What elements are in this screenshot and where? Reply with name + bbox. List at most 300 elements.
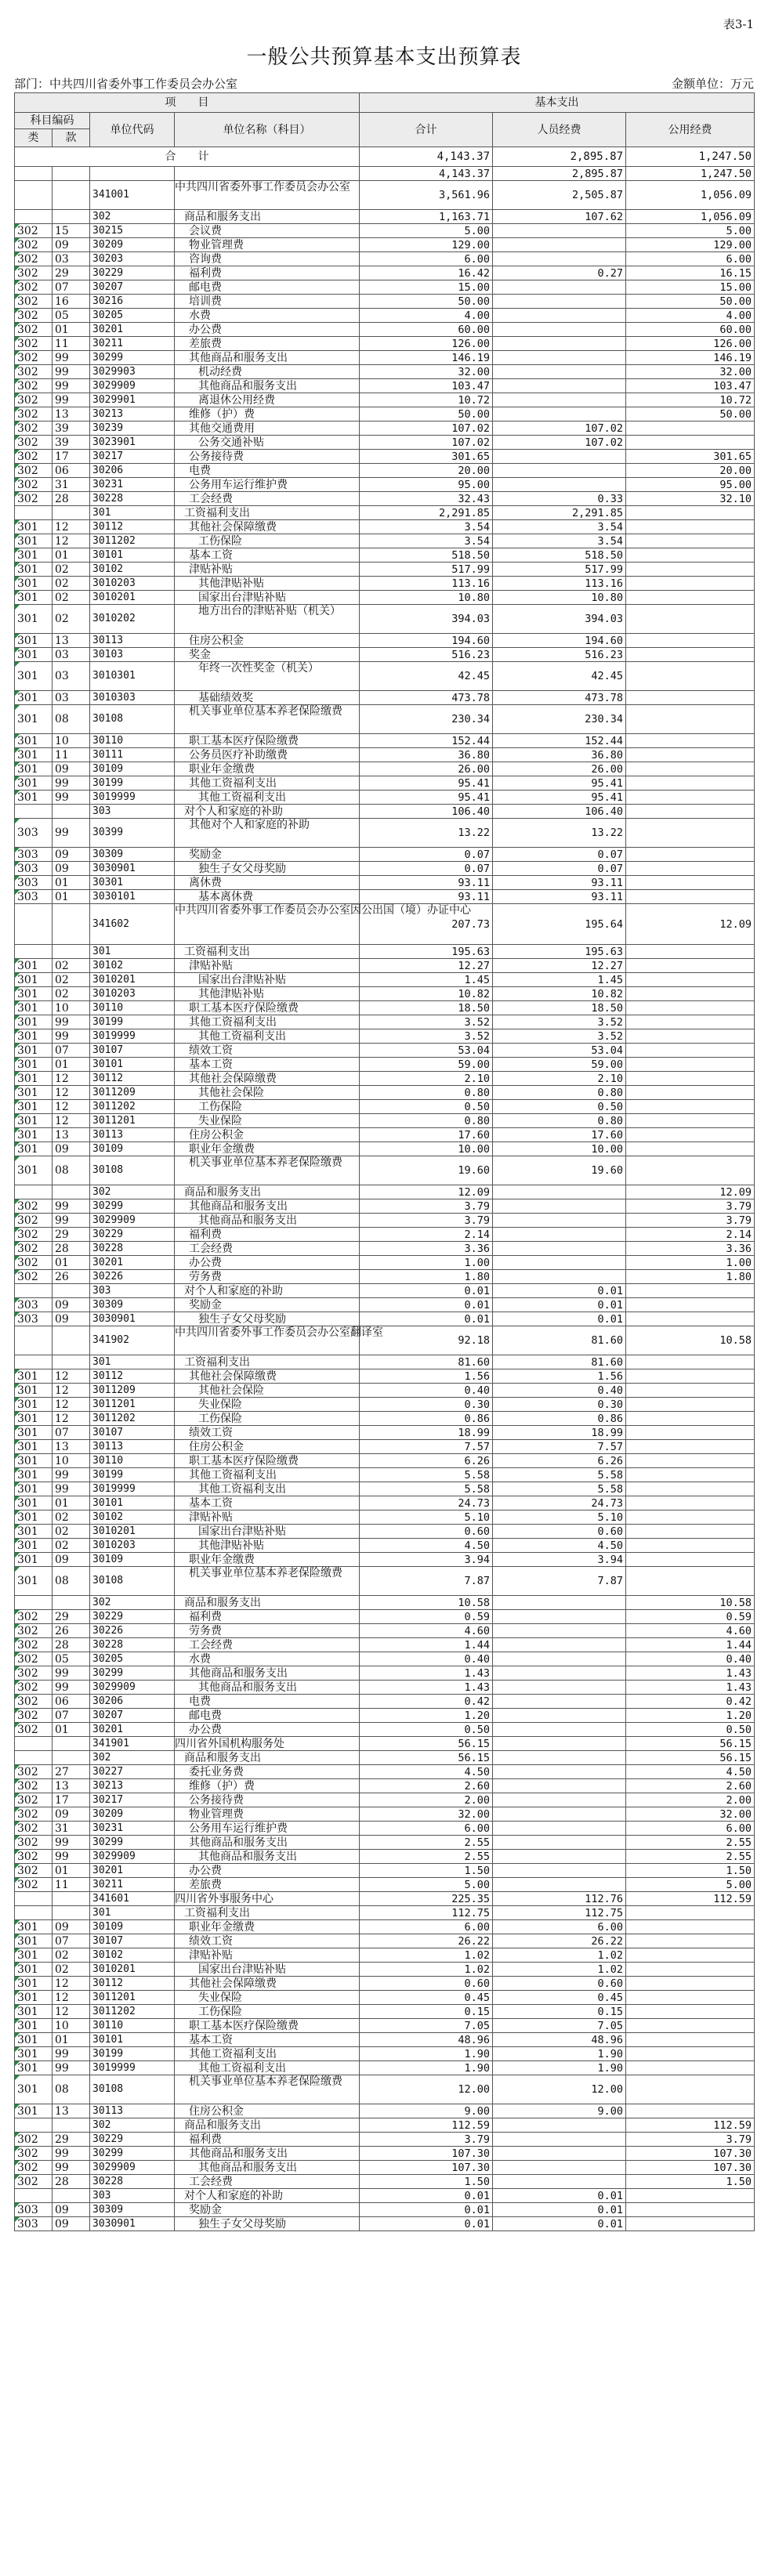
- unit-name: 邮电费: [175, 1709, 360, 1723]
- table-row: [15, 748, 755, 762]
- subject-section: [53, 805, 90, 819]
- personnel-cell: 18.99: [493, 1426, 626, 1440]
- unit-name: 其他工资福利支出: [175, 1482, 360, 1496]
- subject-section: [53, 945, 90, 959]
- subject-class: 301: [15, 1440, 53, 1454]
- subject-section: 11: [53, 1878, 90, 1892]
- table-row: [15, 1906, 755, 1920]
- subject-class: 302: [15, 365, 53, 379]
- unit-code: 30213: [90, 1779, 175, 1793]
- unit-name: 独生子女父母奖励: [175, 2217, 360, 2231]
- subject-section: 31: [53, 478, 90, 492]
- unit-code: 30299: [90, 1836, 175, 1850]
- total-cell: 1,163.71: [360, 210, 493, 224]
- table-row: [15, 591, 755, 605]
- personnel-cell: [493, 1765, 626, 1779]
- public-cell: [626, 1991, 755, 2005]
- subject-class: 301: [15, 776, 53, 791]
- subject-section: 03: [53, 662, 90, 691]
- total-cell: 473.78: [360, 691, 493, 705]
- unit-name: 工资福利支出: [175, 945, 360, 959]
- table-row: [15, 662, 755, 691]
- personnel-cell: [493, 1610, 626, 1624]
- unit-code: 3029909: [90, 1681, 175, 1695]
- personnel-cell: [493, 2147, 626, 2161]
- personnel-cell: 518.50: [493, 548, 626, 563]
- public-cell: 3.36: [626, 1242, 755, 1256]
- unit-code: 30199: [90, 776, 175, 791]
- subject-class: 301: [15, 662, 53, 691]
- public-cell: [626, 945, 755, 959]
- unit-name: 其他商品和服务支出: [175, 2147, 360, 2161]
- cell-marker-icon: [15, 987, 20, 992]
- subject-section: 13: [53, 1128, 90, 1142]
- subject-section: 28: [53, 1242, 90, 1256]
- subject-section: 99: [53, 1850, 90, 1864]
- public-cell: [626, 1044, 755, 1058]
- unit-code: 30109: [90, 762, 175, 776]
- table-row: [15, 805, 755, 819]
- unit-name: 其他商品和服务支出: [175, 1836, 360, 1850]
- public-cell: 1.50: [626, 1864, 755, 1878]
- total-cell: 0.40: [360, 1652, 493, 1666]
- total-cell: 95.00: [360, 478, 493, 492]
- personnel-cell: 1.02: [493, 1948, 626, 1963]
- subject-class: 302: [15, 224, 53, 238]
- unit-code: 30299: [90, 1199, 175, 1214]
- unit-name: 其他社会保险: [175, 1086, 360, 1100]
- subject-section: 28: [53, 492, 90, 506]
- table-row: [15, 238, 755, 252]
- unit-name: 机关事业单位基本养老保险缴费: [175, 2075, 360, 2104]
- total-cell: 13.22: [360, 819, 493, 848]
- subject-class: 302: [15, 323, 53, 337]
- unit-code: 3029909: [90, 1214, 175, 1228]
- personnel-cell: [493, 252, 626, 266]
- cell-marker-icon: [15, 1850, 20, 1854]
- total-cell: 112.59: [360, 2118, 493, 2133]
- public-cell: [626, 1015, 755, 1029]
- unit-code: 3029909: [90, 2161, 175, 2175]
- unit-code: 30399: [90, 819, 175, 848]
- subject-class: 303: [15, 1298, 53, 1312]
- total-cell: 1.45: [360, 973, 493, 987]
- unit-name: 其他商品和服务支出: [175, 1681, 360, 1695]
- header-unit-code: 单位代码: [90, 113, 175, 147]
- personnel-cell: 10.82: [493, 987, 626, 1001]
- personnel-cell: [493, 1793, 626, 1807]
- unit-code: 30113: [90, 1128, 175, 1142]
- subject-class: 302: [15, 252, 53, 266]
- total-cell: 517.99: [360, 563, 493, 577]
- public-cell: 1.20: [626, 1709, 755, 1723]
- total-cell: 12.27: [360, 959, 493, 973]
- cell-marker-icon: [15, 1242, 20, 1246]
- unit-code: 30229: [90, 2133, 175, 2147]
- personnel-cell: 195.63: [493, 945, 626, 959]
- subject-section: 99: [53, 379, 90, 393]
- subject-class: 301: [15, 563, 53, 577]
- unit-name: 国家出台津贴补贴: [175, 591, 360, 605]
- total-cell: 107.02: [360, 436, 493, 450]
- subject-class: 302: [15, 492, 53, 506]
- unit-code: 302: [90, 1596, 175, 1610]
- table-row: [15, 1567, 755, 1596]
- unit-name: [175, 167, 360, 181]
- unit-code: 30112: [90, 1369, 175, 1384]
- personnel-cell: 0.07: [493, 862, 626, 876]
- unit-name: 其他工资福利支出: [175, 1029, 360, 1044]
- subject-section: [53, 1737, 90, 1751]
- unit-code: 30107: [90, 1044, 175, 1058]
- subject-class: 301: [15, 1511, 53, 1525]
- total-cell: 7.87: [360, 1567, 493, 1596]
- subject-section: [53, 2189, 90, 2203]
- subject-section: 01: [53, 1864, 90, 1878]
- personnel-cell: 4.50: [493, 1539, 626, 1553]
- unit-code: 30113: [90, 1440, 175, 1454]
- personnel-cell: 1.45: [493, 973, 626, 987]
- subject-section: 02: [53, 1511, 90, 1525]
- public-cell: [626, 1412, 755, 1426]
- table-row: [15, 1892, 755, 1906]
- personnel-cell: 0.30: [493, 1398, 626, 1412]
- unit-code: 3010202: [90, 605, 175, 634]
- subject-class: 301: [15, 1015, 53, 1029]
- cell-marker-icon: [15, 323, 20, 327]
- subject-class: 302: [15, 1836, 53, 1850]
- personnel-cell: 230.34: [493, 705, 626, 734]
- table-row: [15, 1398, 755, 1412]
- cell-marker-icon: [15, 2104, 20, 2109]
- personnel-cell: 1.56: [493, 1369, 626, 1384]
- table-row: [15, 705, 755, 734]
- unit-code: 3029903: [90, 365, 175, 379]
- subject-section: 08: [53, 2075, 90, 2104]
- personnel-cell: 24.73: [493, 1496, 626, 1511]
- public-cell: [626, 506, 755, 520]
- total-cell: 2.55: [360, 1836, 493, 1850]
- public-cell: 1,056.09: [626, 181, 755, 210]
- total-cell: 301.65: [360, 450, 493, 464]
- subject-class: 302: [15, 1652, 53, 1666]
- unit-name: 其他商品和服务支出: [175, 1199, 360, 1214]
- cell-marker-icon: [15, 1920, 20, 1925]
- cell-marker-icon: [15, 266, 20, 271]
- public-cell: 4.60: [626, 1624, 755, 1638]
- unit-name: 工资福利支出: [175, 506, 360, 520]
- cell-marker-icon: [15, 1100, 20, 1105]
- total-cell: 50.00: [360, 407, 493, 421]
- public-cell: [626, 1553, 755, 1567]
- total-cell: 146.19: [360, 351, 493, 365]
- personnel-cell: [493, 351, 626, 365]
- unit-name: 电费: [175, 464, 360, 478]
- subject-class: [15, 1326, 53, 1355]
- table-row: [15, 393, 755, 407]
- subject-class: 301: [15, 1100, 53, 1114]
- table-row: [15, 1384, 755, 1398]
- subject-section: 99: [53, 2061, 90, 2075]
- total-cell: 18.99: [360, 1426, 493, 1440]
- unit-code: 3010203: [90, 1539, 175, 1553]
- unit-name: 咨询费: [175, 252, 360, 266]
- personnel-cell: [493, 1779, 626, 1793]
- total-cell: 26.22: [360, 1934, 493, 1948]
- cell-marker-icon: [15, 1072, 20, 1076]
- subject-section: [53, 506, 90, 520]
- table-row: [15, 2118, 755, 2133]
- subject-section: 17: [53, 1793, 90, 1807]
- header-basic-expenditure: 基本支出: [360, 93, 755, 113]
- cell-marker-icon: [15, 1086, 20, 1091]
- unit-name: 培训费: [175, 295, 360, 309]
- unit-name: 其他津贴补贴: [175, 577, 360, 591]
- cell-marker-icon: [15, 1709, 20, 1713]
- subject-class: 301: [15, 534, 53, 548]
- subject-section: 17: [53, 450, 90, 464]
- subject-section: 01: [53, 1496, 90, 1511]
- unit-code: 30239: [90, 421, 175, 436]
- total-cell: 2.00: [360, 1793, 493, 1807]
- public-cell: 50.00: [626, 407, 755, 421]
- unit-name: 其他社会保障缴费: [175, 1977, 360, 1991]
- table-row: [15, 987, 755, 1001]
- public-cell: 1.43: [626, 1666, 755, 1681]
- total-cell: 1.50: [360, 2175, 493, 2189]
- personnel-cell: 394.03: [493, 605, 626, 634]
- public-cell: 5.00: [626, 224, 755, 238]
- total-cell: 56.15: [360, 1751, 493, 1765]
- unit-code: 341902: [90, 1326, 175, 1355]
- cell-marker-icon: [15, 1454, 20, 1459]
- total-cell: 129.00: [360, 238, 493, 252]
- unit-name: 职工基本医疗保险缴费: [175, 1001, 360, 1015]
- total-cell: 1.02: [360, 1963, 493, 1977]
- unit-code: 302: [90, 210, 175, 224]
- total-cell: 32.00: [360, 1807, 493, 1822]
- subject-section: 03: [53, 691, 90, 705]
- cell-marker-icon: [15, 1128, 20, 1133]
- total-cell: 93.11: [360, 890, 493, 904]
- total-cell: 0.80: [360, 1114, 493, 1128]
- public-cell: [626, 1312, 755, 1326]
- public-cell: [626, 791, 755, 805]
- table-row: [15, 1468, 755, 1482]
- unit-code: 341601: [90, 1892, 175, 1906]
- unit-code: 30199: [90, 2047, 175, 2061]
- total-cell: 1.43: [360, 1666, 493, 1681]
- personnel-cell: 53.04: [493, 1044, 626, 1058]
- subject-class: [15, 506, 53, 520]
- total-cell: 16.42: [360, 266, 493, 280]
- total-cell: 1.50: [360, 1864, 493, 1878]
- subject-section: 12: [53, 1086, 90, 1100]
- subject-class: 302: [15, 436, 53, 450]
- personnel-cell: 0.45: [493, 1991, 626, 2005]
- subject-section: 13: [53, 2104, 90, 2118]
- subject-class: 301: [15, 1398, 53, 1412]
- unit-name: 绩效工资: [175, 1426, 360, 1440]
- table-row: [15, 421, 755, 436]
- public-cell: [626, 534, 755, 548]
- personnel-cell: [493, 365, 626, 379]
- unit-code: 3030901: [90, 2217, 175, 2231]
- total-cell: 3.52: [360, 1015, 493, 1029]
- public-cell: [626, 1482, 755, 1496]
- personnel-cell: 0.01: [493, 2217, 626, 2231]
- subject-class: 302: [15, 407, 53, 421]
- personnel-cell: [493, 1864, 626, 1878]
- unit-name: 津贴补贴: [175, 1511, 360, 1525]
- public-cell: [626, 1511, 755, 1525]
- unit-name: 维修（护）费: [175, 407, 360, 421]
- unit-code: 341602: [90, 904, 175, 945]
- unit-name: 住房公积金: [175, 634, 360, 648]
- cell-marker-icon: [15, 337, 20, 342]
- personnel-cell: [493, 407, 626, 421]
- unit-code: 30102: [90, 959, 175, 973]
- table-row: [15, 2019, 755, 2033]
- subject-class: [15, 1284, 53, 1298]
- subject-class: 303: [15, 2217, 53, 2231]
- table-row: [15, 1369, 755, 1384]
- subject-class: 302: [15, 1779, 53, 1793]
- personnel-cell: 0.27: [493, 266, 626, 280]
- personnel-cell: 0.40: [493, 1384, 626, 1398]
- unit-name: 福利费: [175, 266, 360, 280]
- subject-section: 09: [53, 1807, 90, 1822]
- cell-marker-icon: [15, 2061, 20, 2066]
- subject-class: 302: [15, 1681, 53, 1695]
- table-row: [15, 351, 755, 365]
- unit-code: 30113: [90, 634, 175, 648]
- subject-class: 302: [15, 1256, 53, 1270]
- personnel-cell: [493, 393, 626, 407]
- unit-code: 3023901: [90, 436, 175, 450]
- unit-code: 3010201: [90, 591, 175, 605]
- personnel-cell: 10.80: [493, 591, 626, 605]
- subject-class: 301: [15, 1468, 53, 1482]
- total-cell: 394.03: [360, 605, 493, 634]
- cell-marker-icon: [15, 379, 20, 384]
- subject-class: 303: [15, 862, 53, 876]
- public-cell: [626, 762, 755, 776]
- subject-section: 02: [53, 563, 90, 577]
- public-cell: [626, 734, 755, 748]
- subject-class: 301: [15, 1991, 53, 2005]
- total-cell: 4,143.37: [360, 167, 493, 181]
- subject-section: 12: [53, 1991, 90, 2005]
- subject-class: 301: [15, 2033, 53, 2047]
- public-cell: [626, 1920, 755, 1934]
- subject-section: 12: [53, 1412, 90, 1426]
- total-cell: 207.73: [360, 904, 493, 945]
- unit-code: 3029909: [90, 379, 175, 393]
- table-row: [15, 2061, 755, 2075]
- subject-class: 302: [15, 1695, 53, 1709]
- unit-name: 其他社会保障缴费: [175, 1072, 360, 1086]
- personnel-cell: 36.80: [493, 748, 626, 762]
- table-row: [15, 1737, 755, 1751]
- unit-code: 30108: [90, 2075, 175, 2104]
- unit-name: 中共四川省委外事工作委员会办公室翻译室: [175, 1326, 360, 1355]
- header-kuan: 款: [53, 129, 90, 147]
- unit-name: 商品和服务支出: [175, 1185, 360, 1199]
- table-row: [15, 1624, 755, 1638]
- total-cell: 95.41: [360, 776, 493, 791]
- table-row: [15, 1156, 755, 1185]
- subject-section: 99: [53, 2047, 90, 2061]
- cell-marker-icon: [15, 1666, 20, 1671]
- cell-marker-icon: [15, 1511, 20, 1515]
- cell-marker-icon: [15, 1384, 20, 1388]
- unit-name: 机动经费: [175, 365, 360, 379]
- unit-name: 基本工资: [175, 2033, 360, 2047]
- unit-name: 其他津贴补贴: [175, 987, 360, 1001]
- subject-class: 301: [15, 705, 53, 734]
- subject-section: 13: [53, 634, 90, 648]
- total-cell: 0.40: [360, 1384, 493, 1398]
- cell-marker-icon: [15, 776, 20, 781]
- unit-name: 其他商品和服务支出: [175, 1214, 360, 1228]
- unit-name: 劳务费: [175, 1624, 360, 1638]
- public-cell: 1.80: [626, 1270, 755, 1284]
- subject-class: 301: [15, 1977, 53, 1991]
- subject-section: 12: [53, 1369, 90, 1384]
- unit-name: 职工基本医疗保险缴费: [175, 734, 360, 748]
- table-row: [15, 1228, 755, 1242]
- cell-marker-icon: [15, 238, 20, 243]
- public-cell: 1.50: [626, 2175, 755, 2189]
- public-cell: [626, 805, 755, 819]
- unit-name: 其他工资福利支出: [175, 776, 360, 791]
- subject-class: 301: [15, 1539, 53, 1553]
- subject-section: 06: [53, 464, 90, 478]
- unit-name: 维修（护）费: [175, 1779, 360, 1793]
- subject-class: 301: [15, 1963, 53, 1977]
- personnel-cell: [493, 1214, 626, 1228]
- cell-marker-icon: [15, 351, 20, 356]
- public-cell: [626, 1539, 755, 1553]
- table-row: [15, 1920, 755, 1934]
- personnel-cell: 112.76: [493, 1892, 626, 1906]
- unit-name: 商品和服务支出: [175, 2118, 360, 2133]
- subject-class: 302: [15, 421, 53, 436]
- personnel-cell: [493, 1185, 626, 1199]
- table-row: [15, 266, 755, 280]
- subject-class: 302: [15, 393, 53, 407]
- unit-code: 30102: [90, 1948, 175, 1963]
- subject-section: 09: [53, 2203, 90, 2217]
- public-cell: 95.00: [626, 478, 755, 492]
- cell-marker-icon: [15, 492, 20, 497]
- unit-name: 会议费: [175, 224, 360, 238]
- table-row: [15, 1864, 755, 1878]
- table-row: [15, 2217, 755, 2231]
- unit-name: 其他工资福利支出: [175, 1468, 360, 1482]
- subject-class: 301: [15, 577, 53, 591]
- subject-section: 08: [53, 705, 90, 734]
- table-row: [15, 1284, 755, 1298]
- personnel-cell: 0.01: [493, 1298, 626, 1312]
- unit-name: 办公费: [175, 1864, 360, 1878]
- unit-code: 3011201: [90, 1398, 175, 1412]
- total-cell: 19.60: [360, 1156, 493, 1185]
- header-lei: 类: [15, 129, 53, 147]
- public-cell: [626, 1525, 755, 1539]
- cell-marker-icon: [15, 280, 20, 285]
